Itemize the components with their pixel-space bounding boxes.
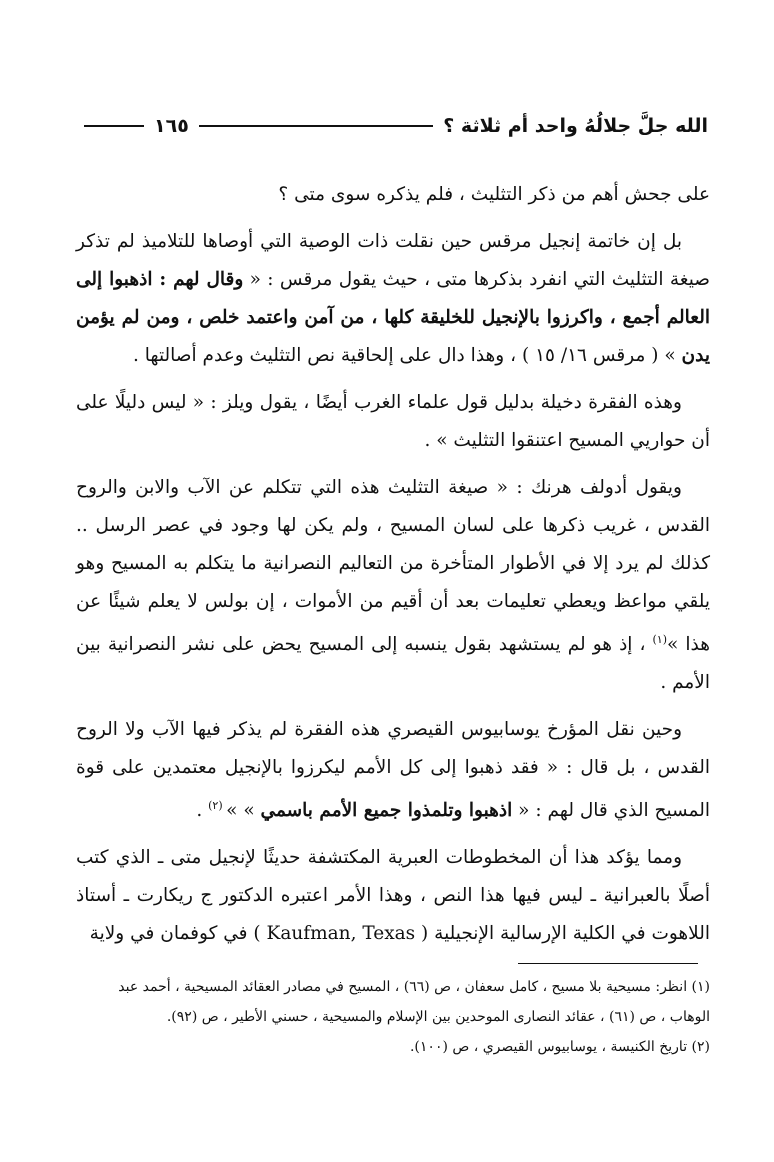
text-run: . <box>196 800 209 822</box>
body-text <box>76 176 710 962</box>
header-rule-end <box>84 125 144 127</box>
header-title: الله جلَّ جلالُهُ واحد أم ثلاثة ؟ <box>443 115 708 137</box>
paragraph <box>76 176 710 214</box>
running-header <box>84 106 708 146</box>
text-run: وحين نقل المؤرخ يوسابيوس القيصري هذه الفقرة لم يذكر فيها الآب ولا الروح القدس ، بل قال : « فقد ذهبوا إلى كل الأمم ليكرزوا بالإنجيل معتمدين على قوة المسيح الذي قال لهم : « <box>76 719 710 822</box>
footnote-separator <box>518 963 698 964</box>
text-run: ، إذ هو لم يستشهد بقول ينسبه إلى المسيح يحض على نشر النصرانية بين الأمم . <box>76 634 710 694</box>
footnote: (١) انظر: مسيحية بلا مسيح ، كامل سعفان ، ص (٦٦) ، المسيح في مصادر العقائد المسيحية ، أحمد عبد الوهاب ، ص (٦١) ، عقائد النصارى الموحدين بين الإسلام والمسيحية ، حسني الأطير ، ص (٩٢). <box>118 979 710 1025</box>
footnote-ref: (١) <box>652 633 668 646</box>
paragraph <box>76 839 710 953</box>
text-run: بل إن خاتمة إنجيل مرقس حين نقلت ذات الوصية التي أوصاها للتلاميذ لم تذكر صيغة التثليث التي انفرد بذكرها متى ، حيث يقول مرقس : « <box>76 231 710 290</box>
paragraph <box>76 384 710 460</box>
header-rule <box>199 125 433 127</box>
text-run: ويقول أدولف هرنك : « صيغة التثليث هذه التي تتكلم عن الآب والابن والروح القدس ، غريب ذكرها على لسان المسيح ، ولم يكن لها وجود في عصر الرسل .. كذلك لم يرد إلا في الأطوار المتأخرة من التعاليم النصرانية ما يتكلم به المسيح وهو يلقي مواعظ ويعطي تعليمات بعد أن أقيم من الأموات ، إن بولس لا يعلم شيئًا عن هذا » <box>76 477 710 656</box>
paragraph <box>76 223 710 375</box>
text-run: على جحش أهم من ذكر التثليث ، فلم يذكره سوى متى ؟ <box>278 184 710 205</box>
footnotes <box>76 972 710 1062</box>
paragraph <box>76 469 710 702</box>
bold-quote: اذهبوا وتلمذوا جميع الأمم باسمي <box>260 800 513 822</box>
paragraph <box>76 711 710 830</box>
footnote: (٢) تاريخ الكنيسة ، يوسابيوس القيصري ، ص (١٠٠). <box>409 1039 710 1055</box>
text-run: وهذه الفقرة دخيلة بدليل قول علماء الغرب أيضًا ، يقول ويلز : « ليس دليلًا على أن حواريي المسيح اعتنقوا التثليث » . <box>76 392 710 451</box>
text-run: ومما يؤكد هذا أن المخطوطات العبرية المكتشفة حديثًا لإنجيل متى ـ الذي كتب أصلًا بالعبرانية ـ ليس فيها هذا النص ، وهذا الأمر اعتبره الدكتور ج ريكارت ـ أستاذ اللاهوت في الكلية الإرسالية الإنجيلية ( Kaufman, Texas ) في كوفمان في ولاية <box>76 847 710 945</box>
footnote-ref: (٢) <box>208 799 227 813</box>
text-run: » » <box>226 800 261 822</box>
text-run: » ( مرقس ١٦/ ١٥ ) ، وهذا دال على إلحاقية نص التثليث وعدم أصالتها . <box>133 345 682 366</box>
page-number: ١٦٥ <box>154 115 189 137</box>
bold-quote: وقال لهم : اذهبوا إلى العالم أجمع ، واكرزوا بالإنجيل للخليقة كلها ، من آمن واعتمد خلص ، ومن لم يؤمن يدن <box>76 269 710 366</box>
